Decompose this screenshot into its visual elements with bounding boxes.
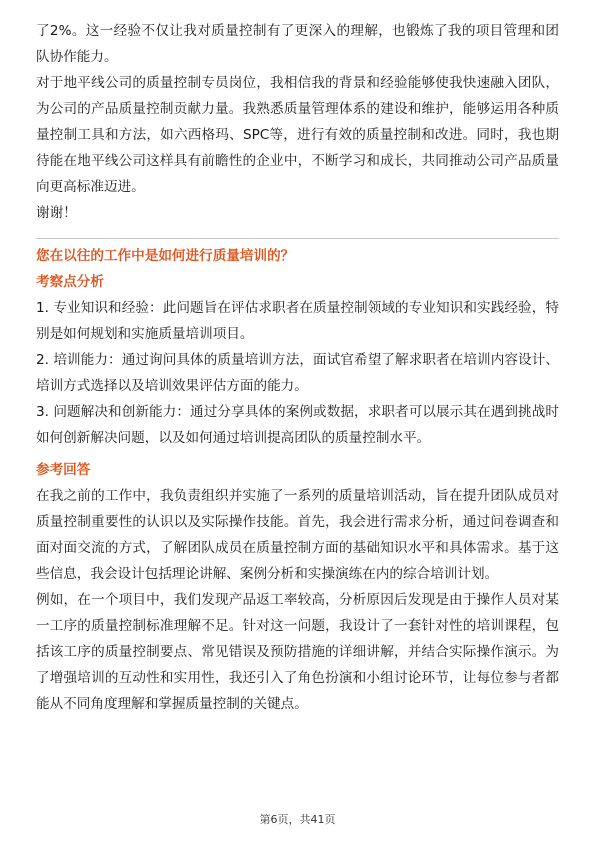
analysis-item-1: 1. 专业知识和经验：此问题旨在评估求职者在质量控制领域的专业知识和实践经验，特别是如何规划和实施质量培训项目。 [36,300,559,342]
intro-paragraph-3: 谢谢！ [36,205,77,221]
answer-paragraph-1: 在我之前的工作中，我负责组织并实施了一系列的质量培训活动，旨在提升团队成员对质量控制重要性的认识以及实际操作技能。首先，我会进行需求分析，通过问卷调查和面对面交流的方式，了解团队成员在质量控制方面的基础知识水平和具体需求。基于这些信息，我会设计包括理论讲解、案例分析和实操演练在内的综合培训计划。 [36,488,559,582]
section-divider [36,238,559,239]
analysis-item-2: 2. 培训能力：通过询问具体的质量培训方法，面试官希望了解求职者在培训内容设计、培训方式选择以及培训效果评估方面的能力。 [36,352,559,394]
analysis-item-3: 3. 问题解决和创新能力：通过分享具体的案例或数据，求职者可以展示其在遇到挑战时如何创新解决问题，以及如何通过培训提高团队的质量控制水平。 [36,404,559,446]
intro-paragraph-1: 了2%。这一经验不仅让我对质量控制有了更深入的理解，也锻炼了我的项目管理和团队协作能力。 [36,23,559,65]
answer-heading: 参考回答 [36,462,91,478]
page-number: 第6页，共41页 [259,813,336,826]
intro-paragraph-2: 对于地平线公司的质量控制专员岗位，我相信我的背景和经验能够使我快速融入团队，为公司的产品质量控制贡献力量。我熟悉质量管理体系的建设和维护，能够运用各种质量控制工具和方法，如六西格玛、SPC等，进行有效的质量控制和改进。同时，我也期待能在地平线公司这样具有前瞻性的企业中，不断学习和成长，共同推动公司产品质量向更高标准迈进。 [36,75,559,195]
question-title: 您在以往的工作中是如何进行质量培训的？ [36,248,295,264]
answer-paragraph-2: 例如，在一个项目中，我们发现产品返工率较高，分析原因后发现是由于操作人员对某一工序的质量控制标准理解不足。针对这一问题，我设计了一套针对性的培训课程，包括该工序的质量控制要点、常见错误及预防措施的详细讲解，并结合实际操作演示。为了增强培训的互动性和实用性，我还引入了角色扮演和小组讨论环节，让每位参与者都能从不同角度理解和掌握质量控制的关键点。 [36,592,559,712]
analysis-heading: 考察点分析 [36,274,104,290]
document-body [36,18,559,717]
